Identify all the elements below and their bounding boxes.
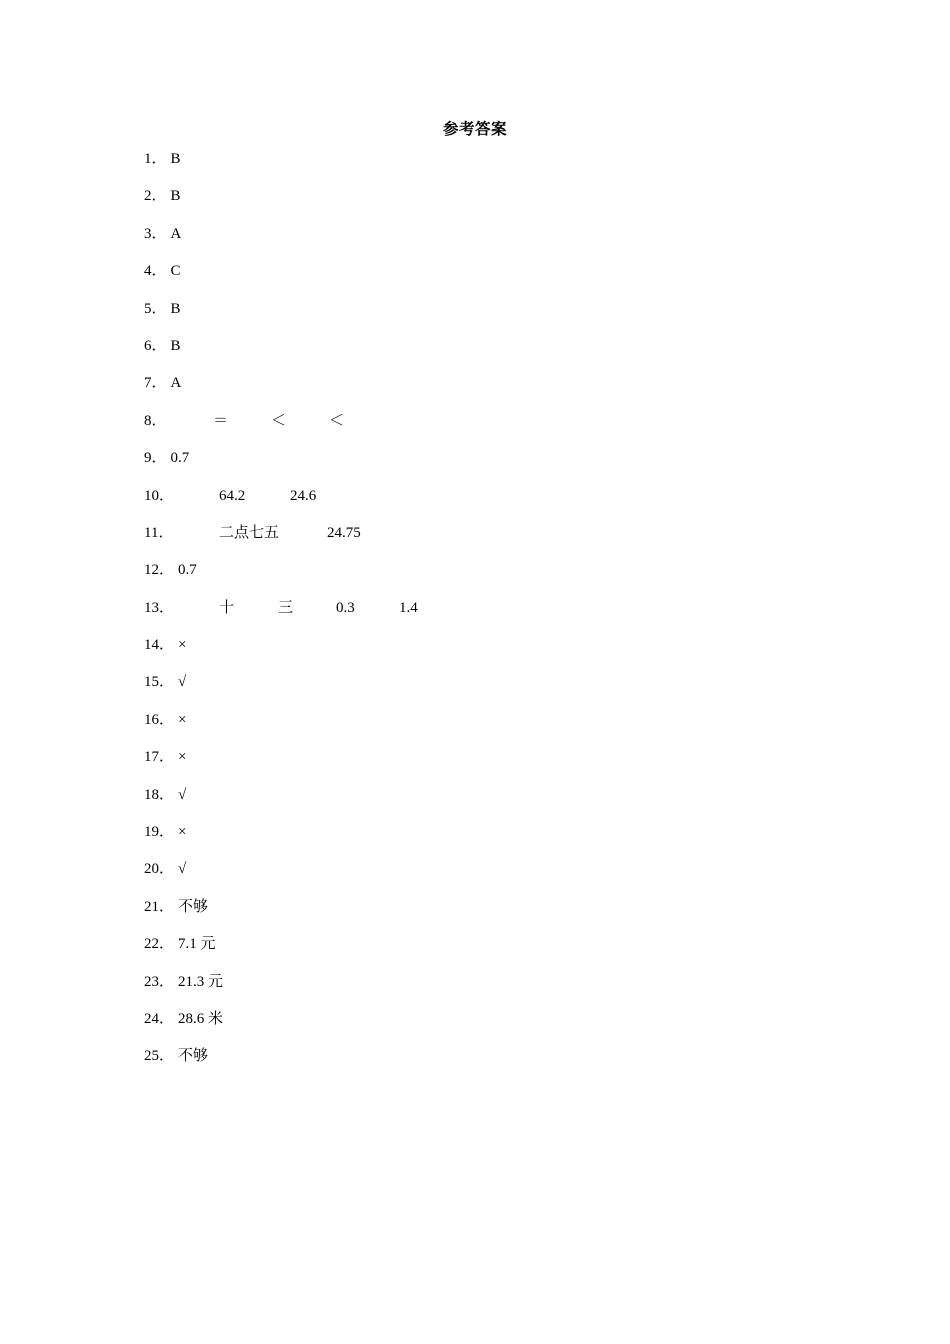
question-number: 6． xyxy=(144,337,167,354)
answer-text: 不够 xyxy=(178,898,209,915)
answer-text: B xyxy=(170,300,181,317)
answer-blank: ＜ xyxy=(271,412,287,429)
answer-item xyxy=(144,184,223,221)
answer-text: B xyxy=(170,188,181,205)
answer-text: × xyxy=(178,824,187,841)
answer-blank: 24.6 xyxy=(290,487,317,504)
question-number: 20． xyxy=(144,861,175,878)
answer-text: × xyxy=(178,711,187,728)
answer-item xyxy=(144,409,345,446)
answer-blank: ＜ xyxy=(329,412,345,429)
answer-item xyxy=(144,1044,223,1081)
question-number: 9． xyxy=(144,450,167,467)
question-number: 3． xyxy=(144,225,167,242)
question-number: 2． xyxy=(144,188,167,205)
answer-blank: 1.4 xyxy=(399,599,418,616)
question-number: 1． xyxy=(144,151,167,167)
answer-text: A xyxy=(170,225,182,242)
question-number: 10． xyxy=(144,487,175,504)
answer-item xyxy=(144,820,223,857)
question-number: 13． xyxy=(144,599,175,616)
answer-item xyxy=(144,708,223,745)
question-number: 5． xyxy=(144,300,167,317)
question-number: 18． xyxy=(144,786,175,803)
answer-blank: 三 xyxy=(278,599,294,616)
answer-blank: 24.75 xyxy=(327,524,361,541)
answer-item xyxy=(144,147,223,184)
answer-text: A xyxy=(170,375,182,392)
answer-text: × xyxy=(178,637,187,654)
question-number: 8． xyxy=(144,412,167,429)
question-number: 25． xyxy=(144,1048,175,1065)
answer-item xyxy=(144,596,418,633)
answer-item xyxy=(144,297,223,334)
answer-blank: 64.2 xyxy=(219,487,246,504)
answer-text: B xyxy=(170,337,181,354)
answer-blank: 十 xyxy=(219,599,235,616)
question-number: 17． xyxy=(144,749,175,766)
question-number: 11． xyxy=(144,524,174,541)
answer-text: 0.7 xyxy=(170,450,190,467)
answer-item xyxy=(144,970,223,1007)
answer-item xyxy=(144,371,223,408)
answer-item xyxy=(144,222,223,259)
answer-text: √ xyxy=(178,786,187,803)
answer-list xyxy=(144,147,418,1082)
question-number: 15． xyxy=(144,674,175,691)
answer-item xyxy=(144,1007,223,1044)
answer-text: × xyxy=(178,749,187,766)
answer-text: 不够 xyxy=(178,1048,209,1065)
question-number: 7． xyxy=(144,375,167,392)
question-number: 4． xyxy=(144,263,167,280)
answer-item xyxy=(144,895,223,932)
answer-text: B xyxy=(170,151,181,167)
question-number: 24． xyxy=(144,1010,175,1027)
answer-item xyxy=(144,783,223,820)
answer-item xyxy=(144,670,223,707)
answer-text: 0.7 xyxy=(178,562,197,579)
answer-blank: 二点七五 xyxy=(219,524,280,541)
answer-item xyxy=(144,446,223,483)
answer-item xyxy=(144,745,223,782)
answer-blank: 0.3 xyxy=(336,599,355,616)
answer-text: 21.3 元 xyxy=(178,973,224,990)
question-number: 12． xyxy=(144,562,175,579)
answer-item xyxy=(144,521,361,558)
answer-item xyxy=(144,558,223,595)
answer-text: C xyxy=(170,263,181,280)
answer-text: 28.6 米 xyxy=(178,1010,224,1027)
answer-item xyxy=(144,633,223,670)
answer-item xyxy=(144,334,223,371)
answer-text: √ xyxy=(178,861,187,878)
answer-item xyxy=(144,484,317,521)
answer-item xyxy=(144,857,223,894)
answer-text: √ xyxy=(178,674,187,691)
question-number: 22． xyxy=(144,936,175,953)
question-number: 23． xyxy=(144,973,175,990)
answer-blank: ＝ xyxy=(213,412,229,429)
answer-item xyxy=(144,259,223,296)
page-title: 参考答案 xyxy=(442,121,507,138)
question-number: 19． xyxy=(144,824,175,841)
question-number: 21． xyxy=(144,898,175,915)
question-number: 14． xyxy=(144,637,175,654)
answer-item xyxy=(144,932,223,969)
answer-text: 7.1 元 xyxy=(178,936,216,953)
question-number: 16． xyxy=(144,711,175,728)
